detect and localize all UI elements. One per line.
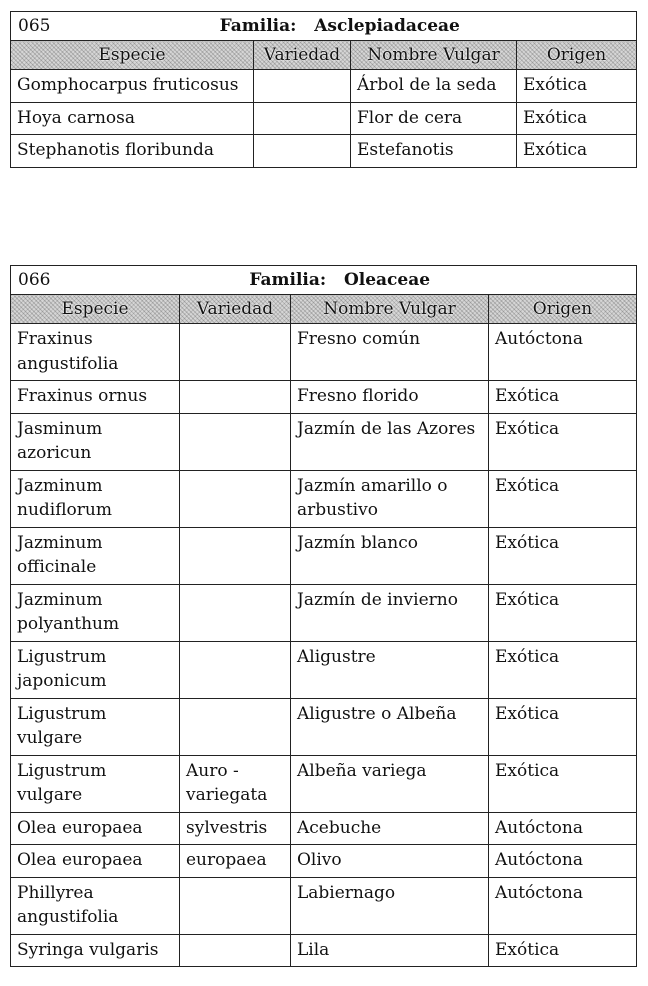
cell-variedad <box>180 470 291 527</box>
family-name: Asclepiadaceae <box>314 16 460 36</box>
cell-nombre-vulgar: Aligustre o Albeña <box>291 698 489 755</box>
family-heading <box>18 266 629 294</box>
cell-nombre-vulgar: Fresno florido <box>291 381 489 414</box>
cell-origen: Exótica <box>489 381 637 414</box>
cell-nombre-vulgar: Lila <box>291 934 489 967</box>
cell-nombre-vulgar: Jazmín de invierno <box>291 584 489 641</box>
cell-origen: Autóctona <box>489 324 637 381</box>
cell-variedad: europaea <box>180 845 291 878</box>
table-title-cell <box>11 12 637 41</box>
table-number: 065 <box>18 16 51 36</box>
cell-variedad: sylvestris <box>180 812 291 845</box>
cell-origen: Exótica <box>517 135 637 168</box>
cell-nombre-vulgar: Olivo <box>291 845 489 878</box>
table-row <box>11 755 637 812</box>
cell-nombre-vulgar: Jazmín amarillo o arbustivo <box>291 470 489 527</box>
cell-variedad <box>180 381 291 414</box>
cell-variedad <box>254 70 351 103</box>
cell-variedad <box>180 641 291 698</box>
cell-origen: Exótica <box>489 641 637 698</box>
cell-variedad <box>180 413 291 470</box>
cell-variedad <box>254 135 351 168</box>
cell-nombre-vulgar: Jazmín blanco <box>291 527 489 584</box>
header-row <box>11 295 637 324</box>
cell-especie: Hoya carnosa <box>11 102 254 135</box>
cell-origen: Exótica <box>489 698 637 755</box>
cell-nombre-vulgar: Árbol de la seda <box>351 70 517 103</box>
cell-origen: Exótica <box>517 102 637 135</box>
table-row <box>11 102 637 135</box>
cell-nombre-vulgar: Albeña variega <box>291 755 489 812</box>
table-title-row <box>11 266 637 295</box>
cell-nombre-vulgar: Aligustre <box>291 641 489 698</box>
cell-especie: Syringa vulgaris <box>11 934 180 967</box>
cell-nombre-vulgar: Estefanotis <box>351 135 517 168</box>
cell-especie: Gomphocarpus fruticosus <box>11 70 254 103</box>
cell-especie: Olea europaea <box>11 845 180 878</box>
cell-especie: Olea europaea <box>11 812 180 845</box>
table-row <box>11 877 637 934</box>
family-heading <box>18 12 629 40</box>
cell-variedad <box>180 934 291 967</box>
cell-variedad <box>180 324 291 381</box>
cell-nombre-vulgar: Acebuche <box>291 812 489 845</box>
cell-especie: Stephanotis floribunda <box>11 135 254 168</box>
cell-variedad <box>254 102 351 135</box>
table-row <box>11 584 637 641</box>
column-header-especie: Especie <box>11 295 180 324</box>
table-row <box>11 470 637 527</box>
cell-especie: Jasminum azoricun <box>11 413 180 470</box>
family-label: Familia: <box>219 16 297 36</box>
table-title-cell <box>11 266 637 295</box>
column-header-especie: Especie <box>11 41 254 70</box>
table-row <box>11 70 637 103</box>
column-header-nombre-vulgar: Nombre Vulgar <box>291 295 489 324</box>
cell-origen: Exótica <box>489 934 637 967</box>
column-header-variedad: Variedad <box>180 295 291 324</box>
cell-especie: Ligustrum japonicum <box>11 641 180 698</box>
cell-origen: Exótica <box>489 527 637 584</box>
cell-variedad <box>180 584 291 641</box>
table-row <box>11 845 637 878</box>
table-row <box>11 698 637 755</box>
family-label: Familia: <box>249 270 327 290</box>
table-row <box>11 527 637 584</box>
table-row <box>11 324 637 381</box>
cell-especie: Ligustrum vulgare <box>11 698 180 755</box>
cell-variedad: Auro - variegata <box>180 755 291 812</box>
cell-especie: Phillyrea angustifolia <box>11 877 180 934</box>
table-row <box>11 381 637 414</box>
table-title-row <box>11 12 637 41</box>
table-row <box>11 413 637 470</box>
column-header-origen: Origen <box>489 295 637 324</box>
cell-origen: Exótica <box>489 470 637 527</box>
cell-especie: Jazminum officinale <box>11 527 180 584</box>
cell-origen: Exótica <box>489 755 637 812</box>
cell-especie: Ligustrum vulgare <box>11 755 180 812</box>
cell-especie: Fraxinus angustifolia <box>11 324 180 381</box>
cell-nombre-vulgar: Fresno común <box>291 324 489 381</box>
table-row <box>11 934 637 967</box>
cell-especie: Jazminum polyanthum <box>11 584 180 641</box>
cell-variedad <box>180 877 291 934</box>
family-name: Oleaceae <box>343 270 431 290</box>
column-header-origen: Origen <box>517 41 637 70</box>
header-row <box>11 41 637 70</box>
cell-especie: Fraxinus ornus <box>11 381 180 414</box>
table-row <box>11 812 637 845</box>
table-row <box>11 641 637 698</box>
family-table-066 <box>10 265 637 967</box>
cell-nombre-vulgar: Labiernago <box>291 877 489 934</box>
column-header-variedad: Variedad <box>254 41 351 70</box>
cell-origen: Autóctona <box>489 812 637 845</box>
table-row <box>11 135 637 168</box>
cell-especie: Jazminum nudiflorum <box>11 470 180 527</box>
cell-origen: Autóctona <box>489 845 637 878</box>
column-header-nombre-vulgar: Nombre Vulgar <box>351 41 517 70</box>
cell-origen: Exótica <box>517 70 637 103</box>
cell-variedad <box>180 698 291 755</box>
cell-origen: Exótica <box>489 413 637 470</box>
cell-origen: Exótica <box>489 584 637 641</box>
cell-origen: Autóctona <box>489 877 637 934</box>
family-table-065 <box>10 11 637 168</box>
cell-variedad <box>180 527 291 584</box>
cell-nombre-vulgar: Jazmín de las Azores <box>291 413 489 470</box>
cell-nombre-vulgar: Flor de cera <box>351 102 517 135</box>
table-number: 066 <box>18 270 51 290</box>
